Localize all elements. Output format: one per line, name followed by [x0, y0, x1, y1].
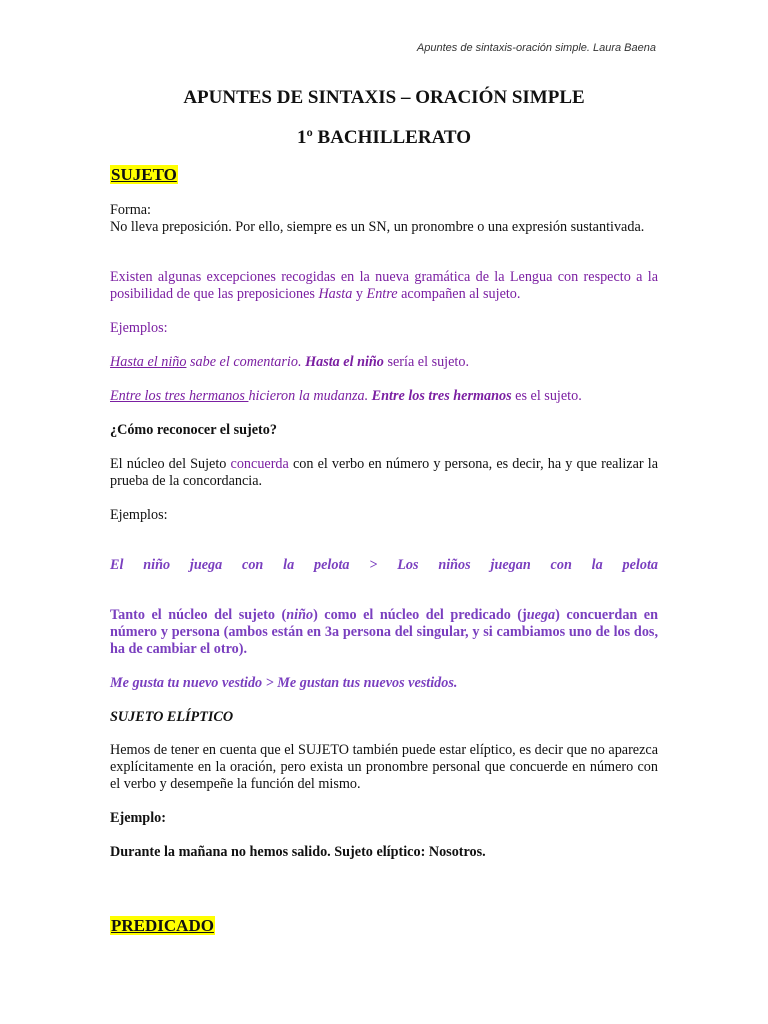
- example-entre-bold: Entre los tres hermanos: [371, 388, 512, 404]
- me-gusta-example: Me gusta tu nuevo vestido > Me gustan tus nuevos vestidos.: [110, 675, 458, 691]
- sujeto-eliptico-heading: SUJETO ELÍPTICO: [110, 709, 234, 725]
- example-entre-italic: hicieron la mudanza.: [248, 388, 372, 404]
- concordancia-example: El niño juega con la pelota > Los niños juegan con la pelota: [110, 557, 658, 573]
- tanto-nino: niño: [286, 607, 314, 623]
- ejemplo-label: Ejemplo:: [110, 810, 166, 826]
- example-entre-rest: es el sujeto.: [511, 388, 582, 404]
- como-reconocer-heading: ¿Cómo reconocer el sujeto?: [110, 422, 277, 438]
- document-subtitle: 1º BACHILLERATO: [297, 127, 471, 148]
- ejemplo-text: Durante la mañana no hemos salido. Sujeto elíptico: Nosotros.: [110, 844, 486, 860]
- tanto-a: Tanto el núcleo del sujeto (: [110, 607, 287, 623]
- tanto-uega: uega: [526, 607, 556, 623]
- forma-paragraph: No lleva preposición. Por ello, siempre es un SN, un pronombre o una expresión sustantivada.: [110, 219, 645, 235]
- example-hasta-bold: Hasta el niño: [305, 354, 384, 370]
- nucleo-text-a: El núcleo del Sujeto: [110, 456, 231, 472]
- example-hasta-underlined: Hasta el niño: [110, 354, 187, 370]
- example-hasta-rest: sería el sujeto.: [383, 354, 470, 370]
- example-entre-underlined: Entre los tres hermanos: [110, 388, 249, 404]
- ejemplos-label: Ejemplos:: [110, 320, 168, 336]
- example-entre: [110, 388, 658, 405]
- forma-label: Forma:: [110, 202, 151, 218]
- document-title: APUNTES DE SINTAXIS – ORACIÓN SIMPLE: [183, 87, 585, 108]
- running-header: Apuntes de sintaxis-oración simple. Laura Baena: [416, 42, 656, 54]
- tanto-c: ) concuerdan en número y persona (ambos están en 3a persona del singular, y si cambiamos uno de los dos, ha de cambiar el otro).: [110, 607, 658, 657]
- eliptico-paragraph: Hemos de tener en cuenta que el SUJETO también puede estar elíptico, es decir que no aparezca explícitamente en la oración, pero exista un pronombre personal que concuerde en número con el verbo y desempeñe la función del mismo.: [110, 742, 658, 792]
- excepciones-text-b: acompañen al sujeto.: [397, 286, 521, 302]
- section-heading-predicado: PREDICADO: [111, 916, 214, 935]
- section-heading-sujeto: SUJETO: [111, 165, 177, 184]
- example-hasta-italic: sabe el comentario.: [186, 354, 306, 370]
- word-entre: Entre: [366, 286, 398, 302]
- ejemplos-label-2: Ejemplos:: [110, 507, 168, 523]
- nucleo-highlight: concuerda: [230, 456, 289, 472]
- excepciones-text-a: Existen algunas excepciones recogidas en la nueva gramática de la Lengua con respecto a la posibilidad de que las preposiciones: [110, 269, 658, 302]
- word-hasta: Hasta: [318, 286, 353, 302]
- nucleo-text-b: con el verbo en número y persona, es decir, ha y que realizar la prueba de la concordancia.: [110, 456, 658, 489]
- excepciones-paragraph: [110, 269, 658, 303]
- example-hasta: [110, 354, 658, 371]
- tanto-paragraph: [110, 607, 658, 658]
- tanto-b: ) como el núcleo del predicado (j: [313, 607, 527, 623]
- nucleo-paragraph: [110, 456, 658, 490]
- excepciones-text-y: y: [352, 286, 367, 302]
